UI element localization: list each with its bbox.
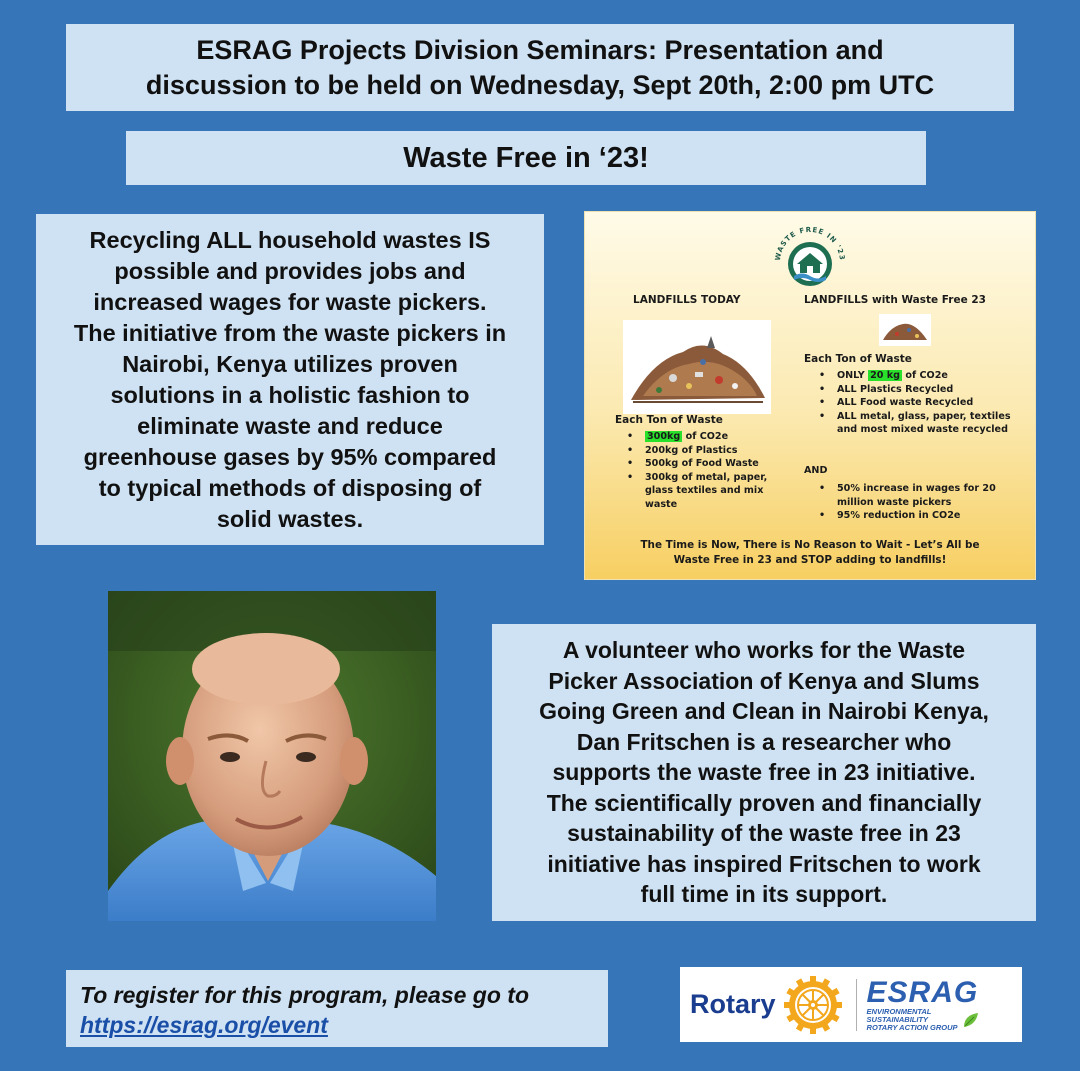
bio-line: Dan Fritschen is a researcher who xyxy=(576,728,952,755)
event-title-text: Waste Free in ‘23! xyxy=(403,141,649,174)
intro-text xyxy=(74,225,506,535)
esrag-logo xyxy=(866,975,980,1032)
waste-free-badge-logo xyxy=(770,218,850,294)
speaker-bio-panel xyxy=(492,624,1036,921)
infographic-footer xyxy=(595,538,1025,568)
waste-free-benefits-list xyxy=(815,482,1015,523)
event-title xyxy=(126,131,926,185)
seminar-header xyxy=(66,24,1014,111)
header-line-2: discussion to be held on Wednesday, Sept 20th, 2:00 pm UTC xyxy=(145,69,935,100)
list-item-text: ALL metal, glass, paper, textiles and most mixed waste recycled xyxy=(837,410,1011,435)
rotary-wheel-icon xyxy=(782,974,844,1036)
list-item-text: ALL Food waste Recycled xyxy=(837,397,974,408)
list-item-text: 200kg of Plastics xyxy=(645,444,738,456)
intro-line: solid wastes. xyxy=(216,505,364,532)
list-item xyxy=(623,471,795,512)
landfills-waste-free-heading: LANDFILLS with Waste Free 23 xyxy=(804,294,986,306)
list-item-text: of CO2e xyxy=(682,431,729,442)
list-item-text: of CO2e xyxy=(902,370,948,381)
waste-free-infographic xyxy=(584,211,1036,580)
intro-line: Recycling ALL household wastes IS xyxy=(89,226,491,253)
co2-20kg-highlight: 20 kg xyxy=(870,370,901,381)
intro-line: possible and provides jobs and xyxy=(114,257,466,284)
esrag-sub-line-2: SUSTAINABILITY xyxy=(866,1014,929,1024)
list-item-text: 50% increase in wages for 20 million waste pickers xyxy=(837,483,996,508)
intro-line: to typical methods of disposing of xyxy=(98,474,482,501)
bio-line: full time in its support. xyxy=(640,881,888,908)
bio-line: initiative has inspired Fritschen to work xyxy=(547,850,981,877)
list-item-text: ONLY xyxy=(837,370,869,381)
registration-link[interactable]: https://esrag.org/event xyxy=(80,1012,328,1038)
left-each-ton-heading: Each Ton of Waste xyxy=(615,414,723,426)
footer-line-1: The Time is Now, There is No Reason to Wait - Let’s All be xyxy=(640,539,980,551)
list-item xyxy=(815,396,1015,410)
intro-panel xyxy=(36,214,544,545)
list-item-text: 300kg of metal, paper, glass textiles and mix waste xyxy=(645,471,768,510)
landfills-today-list xyxy=(623,430,795,511)
list-item xyxy=(815,410,1015,437)
intro-line: Nairobi, Kenya utilizes proven xyxy=(122,350,458,377)
list-item-text: 95% reduction in CO2e xyxy=(837,510,961,521)
bio-line: Going Green and Clean in Nairobi Kenya, xyxy=(539,698,989,725)
waste-free-list xyxy=(815,369,1015,437)
list-item xyxy=(815,482,1015,509)
esrag-wordmark: ESRAG xyxy=(866,975,979,1009)
intro-line: greenhouse gases by 95% compared xyxy=(83,443,497,470)
registration-text: To register for this program, please go to xyxy=(80,982,529,1008)
leaf-icon xyxy=(962,1011,980,1029)
footer-line-2: Waste Free in 23 and STOP adding to landfills! xyxy=(673,554,947,566)
bio-line: A volunteer who works for the Waste xyxy=(562,637,966,664)
bio-line: sustainability of the waste free in 23 xyxy=(567,820,961,847)
logo-divider xyxy=(856,979,857,1031)
esrag-sub-line-3: ROTARY ACTION GROUP xyxy=(866,1022,958,1032)
list-item-text: 500kg of Food Waste xyxy=(645,458,759,469)
intro-line: eliminate waste and reduce xyxy=(137,412,443,439)
sponsor-logos xyxy=(680,967,1022,1042)
esrag-sub-line-1: ENVIRONMENTAL xyxy=(866,1006,932,1016)
intro-line: increased wages for waste pickers. xyxy=(93,288,487,315)
right-each-ton-heading: Each Ton of Waste xyxy=(804,353,912,365)
rotary-wordmark: Rotary xyxy=(690,989,776,1019)
badge-arc-text: WASTE FREE IN '23 xyxy=(773,225,847,262)
list-item xyxy=(815,369,1015,383)
intro-line: solutions in a holistic fashion to xyxy=(110,381,470,408)
large-landfill-image xyxy=(623,320,771,414)
list-item xyxy=(623,444,795,458)
bio-line: Picker Association of Kenya and Slums xyxy=(548,667,980,694)
list-item-text: ALL Plastics Recycled xyxy=(837,383,954,395)
header-line-1: ESRAG Projects Division Seminars: Presentation and xyxy=(196,34,884,65)
list-item xyxy=(623,430,795,444)
landfills-today-heading: LANDFILLS TODAY xyxy=(633,294,741,306)
co2-300kg-highlight: 300kg xyxy=(647,431,681,442)
speaker-bio-text xyxy=(539,635,989,910)
small-landfill-image xyxy=(879,314,931,346)
intro-line: The initiative from the waste pickers in xyxy=(73,319,507,346)
speaker-photo xyxy=(108,591,436,921)
and-label: AND xyxy=(804,465,828,476)
list-item xyxy=(815,383,1015,397)
list-item xyxy=(815,509,1015,523)
registration-panel xyxy=(66,970,608,1047)
list-item xyxy=(623,457,795,471)
bio-line: supports the waste free in 23 initiative. xyxy=(552,759,976,786)
bio-line: The scientifically proven and financially xyxy=(546,789,982,816)
